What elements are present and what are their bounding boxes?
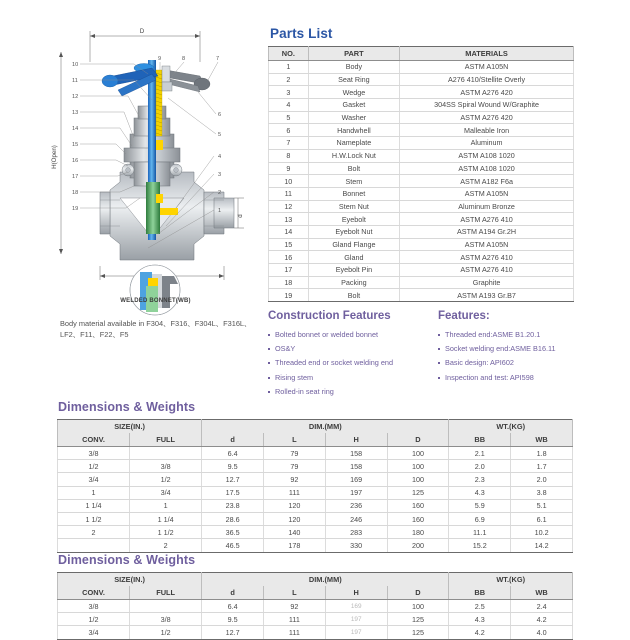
svg-text:15: 15 (72, 142, 79, 148)
parts-table-header-cell: PART (308, 47, 400, 61)
table-row (58, 473, 573, 486)
table-row (269, 124, 574, 137)
parts-table-cell: 304SS Spiral Wound W/Graphite (400, 99, 574, 112)
dimensions-column-header-cell: BB (449, 586, 511, 600)
construction-feature-item: Rising stem (268, 371, 438, 385)
dimensions-cell: 1 1/2 (130, 526, 202, 539)
dimensions-column-header-cell: CONV. (58, 586, 130, 600)
dimensions-cell: 4.3 (449, 613, 511, 626)
parts-table-cell: 3 (269, 86, 309, 99)
dimensions-cell: 3.8 (511, 486, 573, 499)
table-row (58, 447, 573, 460)
table-row (269, 175, 574, 188)
construction-features-block (268, 310, 438, 399)
dimensions-cell: 1/2 (130, 626, 202, 639)
dimensions-cell: 2.3 (449, 473, 511, 486)
dimensions-table-2 (57, 572, 573, 640)
parts-table-cell: 4 (269, 99, 309, 112)
dimensions-cell: 5.1 (511, 499, 573, 512)
svg-text:6: 6 (218, 112, 222, 118)
parts-table-cell: Bonnet (308, 187, 400, 200)
table-row (58, 539, 573, 552)
dimensions-cell: 79 (263, 460, 325, 473)
parts-table-cell: A276 410/Stellite Overly (400, 73, 574, 86)
dimensions-cell: 17.5 (202, 486, 264, 499)
svg-text:7: 7 (216, 56, 220, 62)
parts-table-cell: 18 (269, 276, 309, 289)
features-title: Features: (438, 310, 490, 322)
dimensions-column-header-cell: BB (449, 433, 511, 447)
dimensions-cell: 100 (387, 460, 449, 473)
svg-text:18: 18 (72, 190, 79, 196)
packing-upper (156, 140, 163, 150)
dimensions-cell: 79 (263, 447, 325, 460)
dimensions-cell: 111 (263, 626, 325, 639)
table-row (269, 264, 574, 277)
table-row (269, 276, 574, 289)
table-row (58, 460, 573, 473)
table-row (58, 486, 573, 499)
dimensions-cell: 1 1/2 (58, 512, 130, 525)
dimensions-title-2: Dimensions & Weights (58, 553, 196, 567)
dimensions-cell: 11.1 (449, 526, 511, 539)
parts-table-header-cell: MATERIALS (400, 47, 574, 61)
parts-table-cell: Stem Nut (308, 200, 400, 213)
dimensions-column-header-cell: d (202, 433, 264, 447)
dimensions-cell: 3/8 (130, 613, 202, 626)
dimensions-cell: 2.1 (449, 447, 511, 460)
dimensions-cell: 125 (387, 626, 449, 639)
svg-text:10: 10 (72, 62, 79, 68)
dimensions-cell: 23.8 (202, 499, 264, 512)
dimensions-cell: 4.3 (449, 486, 511, 499)
parts-table-cell: 8 (269, 149, 309, 162)
dimensions-cell: 3/8 (58, 600, 130, 613)
table-row (269, 213, 574, 226)
dimensions-cell: 1.7 (511, 460, 573, 473)
parts-table-cell: 16 (269, 251, 309, 264)
parts-table-cell: 10 (269, 175, 309, 188)
table-row (269, 137, 574, 150)
dimensions-cell: 2.4 (511, 600, 573, 613)
dimensions-table-body-1 (58, 447, 573, 553)
table-row (269, 162, 574, 175)
dimensions-cell: 100 (387, 447, 449, 460)
table-row (269, 73, 574, 86)
dimensions-cell: 169 (325, 600, 387, 613)
dimensions-cell: 1.8 (511, 447, 573, 460)
parts-table-cell: ASTM A105N (400, 61, 574, 74)
table-row (269, 289, 574, 302)
svg-text:4: 4 (218, 154, 222, 160)
features-row (268, 310, 588, 399)
parts-table-cell: 13 (269, 213, 309, 226)
dimension-d (234, 198, 244, 228)
dimensions-weights-section-2 (57, 553, 573, 640)
dimensions-cell: 160 (387, 512, 449, 525)
parts-table-body (269, 61, 574, 302)
dimensions-cell: 200 (387, 539, 449, 552)
dimensions-table-body-2 (58, 600, 573, 640)
nameplate (162, 82, 172, 91)
dimensions-column-header-cell: L (263, 433, 325, 447)
dimension-H-open (51, 52, 63, 254)
parts-table-cell: ASTM A182 F6a (400, 175, 574, 188)
parts-table-cell: 11 (269, 187, 309, 200)
parts-table-cell: ASTM A105N (400, 187, 574, 200)
parts-table-cell: Body (308, 61, 400, 74)
dimensions-cell: 12.7 (202, 626, 264, 639)
dimensions-group-header-cell: WT.(KG) (449, 420, 573, 434)
parts-table-cell: Graphite (400, 276, 574, 289)
dimensions-column-header-cell: CONV. (58, 433, 130, 447)
table-row (58, 600, 573, 613)
table-row (269, 99, 574, 112)
dimensions-column-header-cell: d (202, 586, 264, 600)
table-row (269, 86, 574, 99)
dimensions-cell: 1/2 (58, 460, 130, 473)
table-row (269, 149, 574, 162)
dimensions-cell: 10.2 (511, 526, 573, 539)
dimensions-cell: 1 (130, 499, 202, 512)
parts-table-cell: Bolt (308, 289, 400, 302)
dimensions-cell: 100 (387, 473, 449, 486)
dimensions-title-1: Dimensions & Weights (58, 400, 196, 414)
dimensions-cell: 36.5 (202, 526, 264, 539)
parts-table-cell: ASTM A276 410 (400, 213, 574, 226)
parts-table-cell: Eyebolt Pin (308, 264, 400, 277)
valve-wedge (146, 182, 160, 234)
welded-bonnet-caption: WELDED BONNET(WB) (120, 298, 191, 304)
parts-table-cell: ASTM A105N (400, 238, 574, 251)
dimensions-cell: 5.9 (449, 499, 511, 512)
dimensions-cell: 14.2 (511, 539, 573, 552)
handwheel-arm-right (166, 70, 210, 92)
table-row (58, 512, 573, 525)
svg-text:19: 19 (72, 206, 79, 212)
dimensions-cell: 1/2 (58, 613, 130, 626)
svg-text:3: 3 (218, 172, 222, 178)
dimensions-table-1 (57, 419, 573, 553)
valve-technical-drawing (48, 22, 263, 392)
dimensions-cell: 111 (263, 486, 325, 499)
features-block (438, 310, 588, 399)
parts-table-cell: 15 (269, 238, 309, 251)
table-row (269, 187, 574, 200)
svg-text:1: 1 (218, 208, 222, 214)
parts-list-title: Parts List (270, 26, 333, 41)
parts-table-cell: ASTM A194 Gr.2H (400, 225, 574, 238)
parts-table-cell: 2 (269, 73, 309, 86)
dimensions-cell: 12.7 (202, 473, 264, 486)
dimensions-cell: 197 (325, 486, 387, 499)
svg-text:17: 17 (72, 174, 79, 180)
feature-item: Inspection and test: API598 (438, 371, 588, 385)
parts-table-cell: 7 (269, 137, 309, 150)
dimensions-cell: 46.5 (202, 539, 264, 552)
dimensions-cell: 246 (325, 512, 387, 525)
parts-table-cell: 14 (269, 225, 309, 238)
dimensions-cell: 28.6 (202, 512, 264, 525)
dimensions-column-header-row (58, 433, 573, 447)
welded-bonnet-inset (130, 265, 180, 315)
dimensions-cell: 158 (325, 447, 387, 460)
valve-cross-section-svg (48, 22, 263, 322)
table-row (269, 61, 574, 74)
table-row (269, 111, 574, 124)
parts-table-cell: Packing (308, 276, 400, 289)
dimensions-weights-section-1 (57, 400, 573, 553)
dimensions-column-header-cell: H (325, 433, 387, 447)
feature-item: Basic design: API602 (438, 356, 588, 370)
construction-features-list (268, 328, 438, 399)
dimensions-group-header-cell: SIZE(IN.) (58, 573, 202, 587)
dimensions-column-header-cell: D (387, 433, 449, 447)
dimensions-cell: 330 (325, 539, 387, 552)
dimensions-cell: 140 (263, 526, 325, 539)
dimensions-cell: 3/8 (130, 460, 202, 473)
table-row (58, 526, 573, 539)
packing-lower (156, 194, 163, 203)
svg-text:H(Open): H(Open) (51, 145, 58, 169)
parts-table-cell: ASTM A276 410 (400, 264, 574, 277)
parts-table-cell: Stem (308, 175, 400, 188)
parts-table-cell: ASTM A276 420 (400, 111, 574, 124)
parts-table-cell: 17 (269, 264, 309, 277)
svg-text:13: 13 (72, 110, 79, 116)
dimensions-cell: 9.5 (202, 460, 264, 473)
feature-item: Socket welding end:ASME B16.11 (438, 342, 588, 356)
table-row (269, 225, 574, 238)
dimensions-cell: 283 (325, 526, 387, 539)
parts-table-cell: Handwhell (308, 124, 400, 137)
dimensions-cell: 6.4 (202, 447, 264, 460)
dimensions-cell: 120 (263, 512, 325, 525)
parts-table-cell: ASTM A108 1020 (400, 149, 574, 162)
svg-text:14: 14 (72, 126, 79, 132)
parts-table-cell: Bolt (308, 162, 400, 175)
parts-table-cell: Gland Flange (308, 238, 400, 251)
svg-text:16: 16 (72, 158, 79, 164)
dimensions-cell (130, 600, 202, 613)
dimensions-cell: 3/4 (58, 473, 130, 486)
parts-table-cell: Malleable Iron (400, 124, 574, 137)
svg-text:8: 8 (182, 56, 186, 62)
table-row (58, 626, 573, 639)
dimensions-cell: 169 (325, 473, 387, 486)
dimensions-column-header-cell: H (325, 586, 387, 600)
dimensions-group-header-row (58, 573, 573, 587)
parts-table-cell: Gasket (308, 99, 400, 112)
table-row (58, 613, 573, 626)
body-material-note: Body material available in F304、F316、F304L、F316L、LF2、F11、F22、F5 (60, 319, 252, 340)
dimensions-column-header-cell: L (263, 586, 325, 600)
dimensions-cell: 2 (130, 539, 202, 552)
table-row (58, 499, 573, 512)
dimensions-cell: 1 1/4 (58, 499, 130, 512)
dimensions-cell: 1 1/4 (130, 512, 202, 525)
parts-table-cell: ASTM A193 Gr.B7 (400, 289, 574, 302)
dimensions-group-header-cell: WT.(KG) (449, 573, 573, 587)
dimensions-cell: 125 (387, 486, 449, 499)
dimensions-cell: 197 (325, 626, 387, 639)
parts-table-cell: Gland (308, 251, 400, 264)
dimensions-cell: 178 (263, 539, 325, 552)
dimensions-cell (58, 539, 130, 552)
dimensions-group-header-row (58, 420, 573, 434)
svg-text:d: d (237, 214, 244, 218)
svg-text:5: 5 (218, 132, 222, 138)
parts-table-cell: ASTM A276 410 (400, 251, 574, 264)
dimensions-cell: 2.0 (511, 473, 573, 486)
seat-ring (160, 208, 178, 215)
dimensions-cell (130, 447, 202, 460)
construction-features-title: Construction Features (268, 310, 391, 322)
parts-table-cell: Wedge (308, 86, 400, 99)
table-row (269, 251, 574, 264)
parts-table-header-row (269, 47, 574, 61)
feature-item: Threaded end:ASME B1.20.1 (438, 328, 588, 342)
dimensions-cell: 236 (325, 499, 387, 512)
dimensions-column-header-cell: WB (511, 586, 573, 600)
dimensions-cell: 2 (58, 526, 130, 539)
dimensions-cell: 100 (387, 600, 449, 613)
dimensions-cell: 120 (263, 499, 325, 512)
dimensions-column-header-cell: D (387, 586, 449, 600)
table-row (269, 238, 574, 251)
hw-lock-nut (162, 66, 170, 82)
stem-thread (156, 70, 162, 136)
dimensions-cell: 160 (387, 499, 449, 512)
dimensions-cell: 111 (263, 613, 325, 626)
dimensions-cell: 9.5 (202, 613, 264, 626)
parts-table-cell: 6 (269, 124, 309, 137)
parts-table-header-cell: NO. (269, 47, 309, 61)
dimensions-cell: 125 (387, 613, 449, 626)
svg-text:11: 11 (72, 78, 78, 84)
parts-table-cell: 12 (269, 200, 309, 213)
dimensions-group-header-cell: SIZE(IN.) (58, 420, 202, 434)
parts-table-cell: Aluminum Bronze (400, 200, 574, 213)
parts-table-cell: 19 (269, 289, 309, 302)
table-row (269, 200, 574, 213)
parts-table-cell: Washer (308, 111, 400, 124)
svg-text:2: 2 (218, 190, 222, 196)
callout-numbers-left (72, 62, 78, 212)
parts-table-cell: H.W.Lock Nut (308, 149, 400, 162)
parts-list-table (268, 46, 574, 302)
features-list (438, 328, 588, 385)
dimensions-column-header-cell: FULL (130, 433, 202, 447)
svg-text:9: 9 (158, 56, 162, 62)
parts-table-cell: Aluminum (400, 137, 574, 150)
dimensions-cell: 92 (263, 600, 325, 613)
parts-table-cell: 9 (269, 162, 309, 175)
dimensions-cell: 6.4 (202, 600, 264, 613)
dimensions-column-header-cell: WB (511, 433, 573, 447)
parts-table-cell: 1 (269, 61, 309, 74)
parts-table-cell: Eyebolt (308, 213, 400, 226)
svg-text:12: 12 (72, 94, 79, 100)
parts-table-cell: 5 (269, 111, 309, 124)
dimensions-cell: 197 (325, 613, 387, 626)
dimensions-cell: 6.1 (511, 512, 573, 525)
svg-text:D: D (139, 28, 145, 35)
dimensions-cell: 3/4 (58, 626, 130, 639)
dimensions-cell: 2.5 (449, 600, 511, 613)
dimensions-cell: 15.2 (449, 539, 511, 552)
dimensions-cell: 92 (263, 473, 325, 486)
construction-feature-item: Threaded end or socket welding end (268, 356, 438, 370)
dimensions-cell: 3/8 (58, 447, 130, 460)
dimensions-cell: 2.0 (449, 460, 511, 473)
construction-feature-item: Bolted bonnet or welded bonnet (268, 328, 438, 342)
construction-feature-item: OS&Y (268, 342, 438, 356)
dimensions-cell: 6.9 (449, 512, 511, 525)
parts-table-cell: Seat Ring (308, 73, 400, 86)
parts-table-cell: Eyebolt Nut (308, 225, 400, 238)
dimensions-cell: 4.2 (511, 613, 573, 626)
dimensions-cell: 180 (387, 526, 449, 539)
dimensions-group-header-cell: DIM.(MM) (202, 420, 449, 434)
construction-feature-item: Rolled-in seat ring (268, 385, 438, 399)
dimensions-cell: 4.0 (511, 626, 573, 639)
parts-table-cell: Nameplate (308, 137, 400, 150)
dimensions-cell: 3/4 (130, 486, 202, 499)
dimensions-cell: 1 (58, 486, 130, 499)
dimensions-cell: 158 (325, 460, 387, 473)
dimensions-column-header-cell: FULL (130, 586, 202, 600)
dimensions-column-header-row (58, 586, 573, 600)
dimensions-group-header-cell: DIM.(MM) (202, 573, 449, 587)
parts-list-section (268, 26, 574, 302)
parts-table-cell: ASTM A108 1020 (400, 162, 574, 175)
dimensions-cell: 4.2 (449, 626, 511, 639)
dimensions-cell: 1/2 (130, 473, 202, 486)
parts-table-cell: ASTM A276 420 (400, 86, 574, 99)
